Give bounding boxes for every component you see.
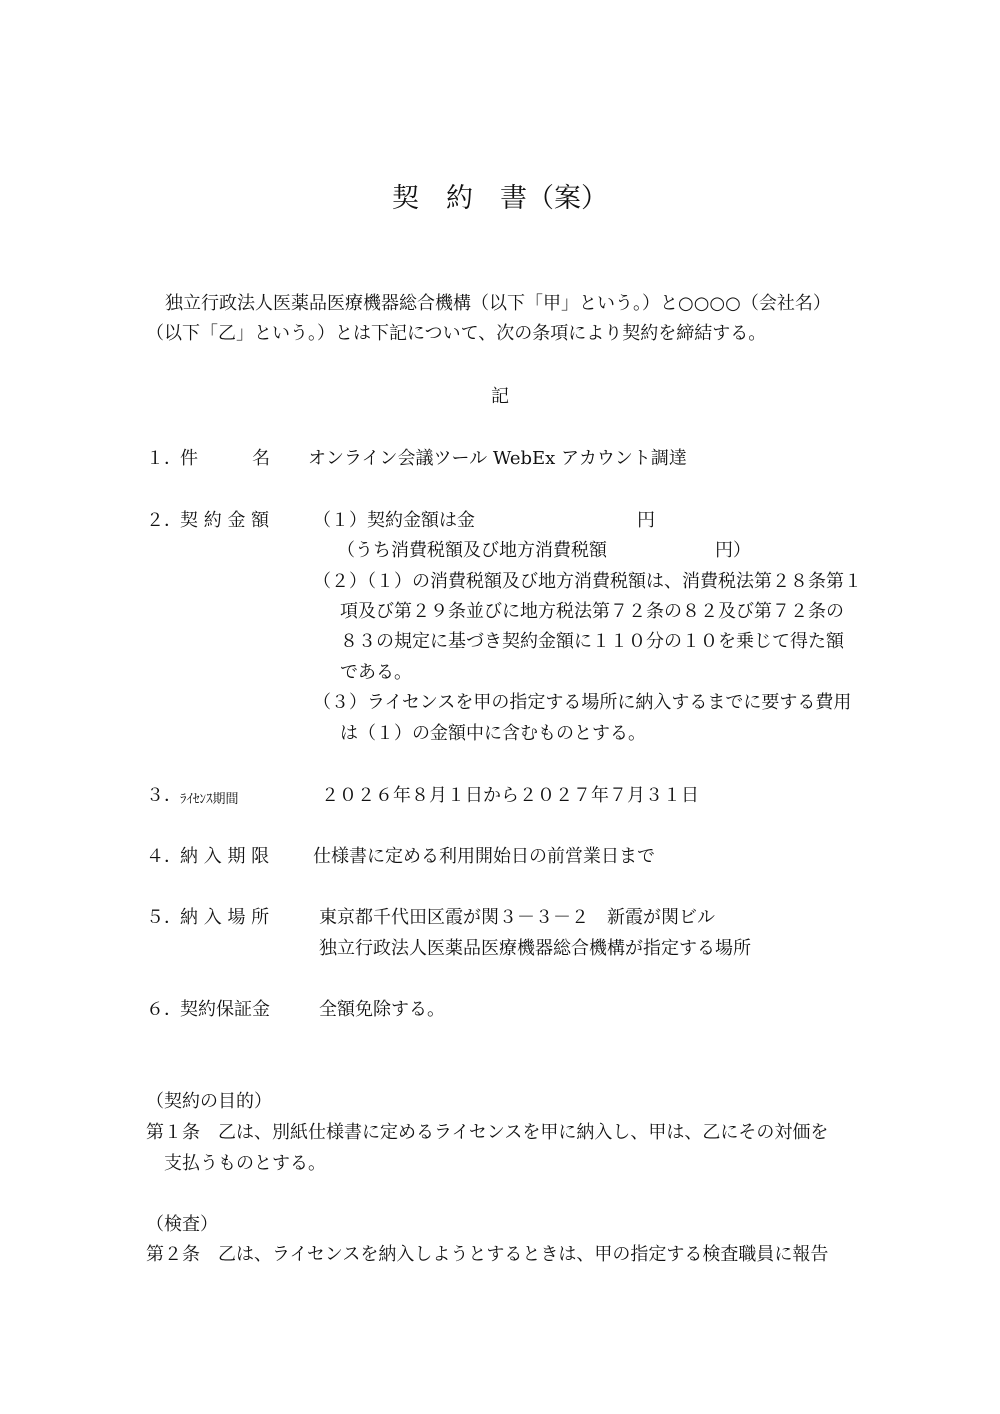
item-5-number: ５． <box>146 907 182 928</box>
item-1-label: 件 名 <box>180 448 270 469</box>
item-2-line: （２）（１）の消費税額及び地方消費税額は、消費税法第２８条第１ <box>313 571 862 592</box>
document-title: 契 約 書（案） <box>392 183 608 214</box>
item-2-line: は（１）の金額中に含むものとする。 <box>340 723 646 744</box>
item-3-value: ２０２６年８月１日から２０２７年７月３１日 <box>321 785 699 806</box>
item-4-label: 納 入 期 限 <box>180 846 270 867</box>
item-2-line: （うち消費税額及び地方消費税額 円） <box>337 540 751 561</box>
item-4-value: 仕様書に定める利用開始日の前営業日まで <box>313 846 655 867</box>
item-5-label: 納 入 場 所 <box>180 907 270 928</box>
item-2-label: 契 約 金 額 <box>180 510 270 531</box>
item-2-number: ２． <box>146 510 182 531</box>
item-4-number: ４． <box>146 846 182 867</box>
preamble-line-1: 独立行政法人医薬品医療機器総合機構（以下「甲」という。）と○○○○（会社名） <box>165 293 831 314</box>
item-3-label: ﾗｲｾﾝｽ期間 <box>180 792 239 807</box>
article-1-line: 支払うものとする。 <box>164 1153 326 1174</box>
article-1-heading: （契約の目的） <box>146 1091 272 1112</box>
item-2-line: である。 <box>340 662 412 683</box>
item-2-line: ８３の規定に基づき契約金額に１１０分の１０を乗じて得た額 <box>340 631 844 652</box>
item-6-value: 全額免除する。 <box>319 999 445 1020</box>
article-2-line: 第２条 乙は、ライセンスを納入しようとするときは、甲の指定する検査職員に報告 <box>146 1244 829 1265</box>
item-6-label: 契約保証金 <box>180 999 270 1020</box>
ki-heading: 記 <box>491 386 509 407</box>
item-2-line: （３）ライセンスを甲の指定する場所に納入するまでに要する費用 <box>313 692 852 713</box>
article-2-heading: （検査） <box>146 1214 218 1235</box>
item-1-value: オンライン会議ツール WebEx アカウント調達 <box>308 448 687 469</box>
item-2-line: （１）契約金額は金 円 <box>313 510 655 531</box>
item-5-line: 独立行政法人医薬品医療機器総合機構が指定する場所 <box>319 938 751 959</box>
item-5-line: 東京都千代田区霞が関３－３－２ 新霞が関ビル <box>319 907 715 928</box>
item-3-number: ３． <box>146 785 182 806</box>
article-1-line: 第１条 乙は、別紙仕様書に定めるライセンスを甲に納入し、甲は、乙にその対価を <box>146 1122 829 1143</box>
item-2-line: 項及び第２９条並びに地方税法第７２条の８２及び第７２条の <box>340 601 844 622</box>
preamble-line-2: （以下「乙」という。）とは下記について、次の条項により契約を締結する。 <box>146 323 767 344</box>
item-6-number: ６． <box>146 999 182 1020</box>
item-1-number: １． <box>146 448 182 469</box>
